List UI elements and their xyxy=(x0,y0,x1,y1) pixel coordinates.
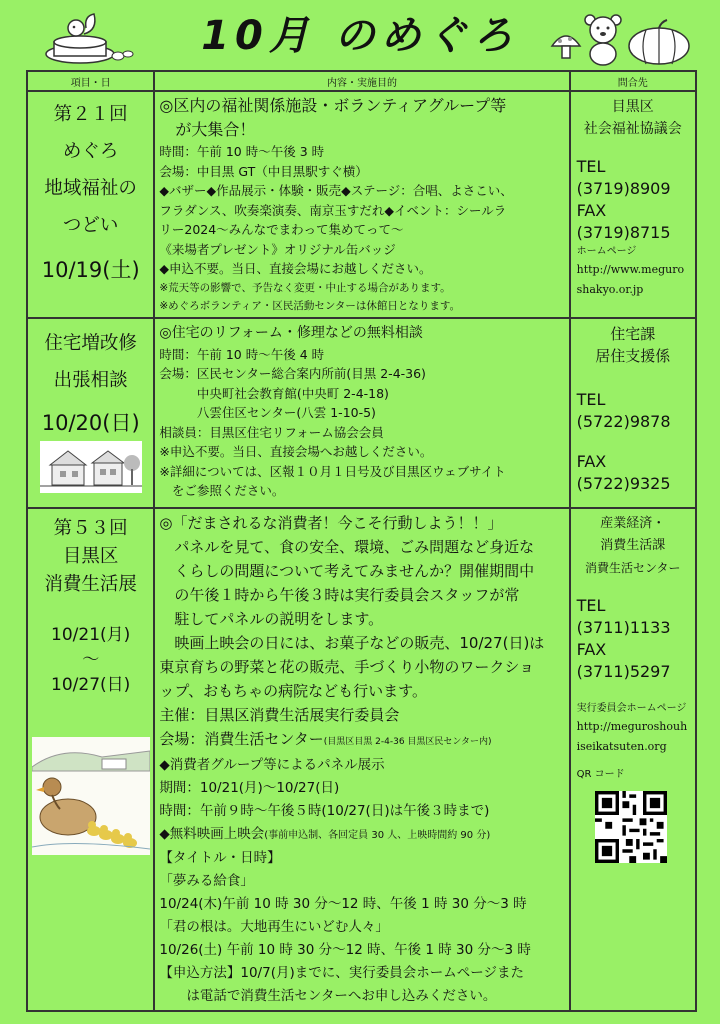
detail-line: 時間：午前 10 時～午後 4 時 xyxy=(159,346,325,362)
film-note: (事前申込制、各回定員 30 人、上映時間約 90 分) xyxy=(264,829,491,841)
event-title-line: 地域福祉の xyxy=(44,178,137,199)
event-title-cell xyxy=(27,91,154,318)
homepage-label: 実行委員会ホームページ xyxy=(576,702,687,714)
event-title-line: 目黒区 xyxy=(62,545,119,567)
event-headline: ◎「だまされるな消費者！今こそ行動しよう！！」 xyxy=(159,513,503,532)
fax-number: (3711)5297 xyxy=(576,661,671,681)
column-header: 問合先 xyxy=(570,71,696,91)
event-description-line: 駐してパネルの説明をします。 xyxy=(159,609,384,628)
mushroom-icon xyxy=(548,30,584,62)
event-details xyxy=(154,318,569,508)
event-headline: ◎区内の福祉関係施設・ボランティアグループ等 xyxy=(159,96,507,115)
detail-line: ※詳細については、区報１０月１日号及び目黒区ウェブサイト xyxy=(159,463,506,479)
detail-line: 「君の根は。大地再生にいどむ人々」 xyxy=(159,918,389,935)
tel-label: TEL xyxy=(576,595,606,615)
fax-number: (5722)9325 xyxy=(576,473,671,493)
note-line: ※荒天等の影響で、予告なく変更・中止する場合があります。 xyxy=(159,281,451,294)
column-header: 項目・日 xyxy=(27,71,154,91)
detail-line: 会場：区民センター総合案内所前(目黒 2-4-36) xyxy=(159,366,426,381)
table-row xyxy=(27,508,696,1011)
event-title-line: 消費生活展 xyxy=(44,573,137,595)
events-table xyxy=(26,70,697,1012)
contact-org: 消費生活センター xyxy=(585,560,681,575)
detail-line: 【申込方法】10/7(月)までに、実行委員会ホームページまた xyxy=(159,964,524,981)
squirrel-icon xyxy=(40,8,140,66)
event-title-line: 第２１回 xyxy=(53,104,128,125)
tel-number: (5722)9878 xyxy=(576,411,671,431)
contact-org: 目黒区 xyxy=(611,99,654,115)
detail-line: 10/26(土) 午前 10 時 30 分～12 時、午後 1 時 30 分～3 時 xyxy=(159,941,531,958)
detail-line: をご参照ください。 xyxy=(159,483,285,498)
contact-cell xyxy=(570,318,696,508)
table-header-row xyxy=(27,71,696,91)
table-row xyxy=(27,91,696,318)
event-title-line: つどい xyxy=(62,215,119,236)
qr-code[interactable] xyxy=(595,791,667,863)
detail-line: 【タイトル・日時】 xyxy=(159,849,281,866)
bear-icon xyxy=(580,12,626,66)
detail-line: 八雲住区センター(八雲 1-10-5) xyxy=(159,405,376,420)
event-description-line: ップ、おもちゃの病院なども行います。 xyxy=(159,681,427,700)
detail-line: ◆消費者グループ等によるパネル展示 xyxy=(159,756,385,773)
pumpkin-icon xyxy=(626,18,692,66)
detail-line: 時間：午前 10 時～午後 3 時 xyxy=(159,144,325,159)
detail-line: 会場：中目黒 GT（中目黒駅すぐ横） xyxy=(159,163,368,179)
tel-label: TEL xyxy=(576,157,606,176)
event-headline: が大集合！ xyxy=(159,120,256,139)
venue-name: 会場：消費生活センター xyxy=(159,729,324,748)
detail-line: は電話で消費生活センターへお申し込みください。 xyxy=(159,987,497,1004)
contact-cell xyxy=(570,508,696,1011)
detail-line: フラダンス、吹奏楽演奏、南京玉すだれ◆イベント：シールラ xyxy=(159,202,507,218)
event-title-cell xyxy=(27,508,154,1011)
note-line: ※めぐろボランティア・区民活動センターは休館日となります。 xyxy=(159,299,461,312)
event-description-line: の午後１時から午後３時は実行委員会スタッフが常 xyxy=(159,585,520,604)
detail-line: 時間：午前９時～午後５時(10/27(日)は午後３時まで) xyxy=(159,802,490,819)
event-date: 10/19(土) xyxy=(41,258,140,282)
qr-label: QR コード xyxy=(576,768,625,780)
contact-cell xyxy=(570,91,696,318)
event-description-line: 東京育ちの野菜と花の販売、手づくり小物のワークショ xyxy=(159,657,535,676)
event-description-line: パネルを見て、食の安全、環境、ごみ問題など身近な xyxy=(159,537,535,556)
event-date-end: 10/27(日) xyxy=(51,674,131,695)
event-details xyxy=(154,508,569,1011)
detail-line: ※申込不要。当日、直接会場へお越しください。 xyxy=(159,444,433,459)
event-headline: ◎住宅のリフォーム・修理などの無料相談 xyxy=(159,324,423,341)
homepage-link[interactable]: http://meguroshouhiseikatsuten.org xyxy=(576,719,688,753)
event-title-cell xyxy=(27,318,154,508)
detail-line: 10/24(木)午前 10 時 30 分～12 時、午後 1 時 30 分～3 時 xyxy=(159,895,527,912)
table-row xyxy=(27,318,696,508)
event-date-start: 10/21(月) xyxy=(51,624,131,645)
tel-label: TEL xyxy=(576,389,606,409)
contact-org: 消費生活課 xyxy=(600,537,666,553)
fax-label: FAX xyxy=(576,639,607,659)
event-date-separator: ～ xyxy=(82,649,100,670)
contact-org: 居住支援係 xyxy=(595,346,671,365)
tel-number: (3711)1133 xyxy=(576,617,671,637)
contact-org: 社会福祉協議会 xyxy=(583,121,682,137)
detail-line: 中央町社会教育館(中央町 2-4-18) xyxy=(159,385,389,401)
detail-line: ◆バザー◆作品展示・体験・販売◆ステージ：合唱、よさこい、 xyxy=(159,183,513,198)
detail-line: 相談員：目黒区住宅リフォーム協会会員 xyxy=(159,424,384,440)
film-title: ◆無料映画上映会 xyxy=(159,825,265,842)
event-title-line: 第５３回 xyxy=(53,517,128,539)
detail-line: 期間：10/21(月)～10/27(日) xyxy=(159,779,340,796)
event-title-line: 住宅増改修 xyxy=(44,332,137,354)
page-title: 10月 のめぐろ xyxy=(201,13,519,59)
detail-line: 「夢みる給食」 xyxy=(159,872,254,889)
event-venue xyxy=(159,727,564,754)
detail-line: 《来場者プレゼント》オリジナル缶バッジ xyxy=(159,241,396,257)
contact-org: 住宅課 xyxy=(610,324,656,343)
event-title-line: 出張相談 xyxy=(53,369,128,391)
event-description-line: くらしの問題について考えてみませんか？開催期間中 xyxy=(159,561,535,580)
house-illustration xyxy=(40,441,142,493)
homepage-link[interactable]: http://www.meguroshakyo.or.jp xyxy=(576,263,685,296)
fax-label: FAX xyxy=(576,201,607,220)
homepage-label: ホームページ xyxy=(576,246,637,257)
film-line xyxy=(159,823,564,847)
tel-number: (3719)8909 xyxy=(576,179,671,198)
fax-label: FAX xyxy=(576,451,607,471)
event-title-line: めぐろ xyxy=(62,141,119,162)
detail-line: ◆申込不要。当日、直接会場にお越しください。 xyxy=(159,261,432,276)
detail-line: リー2024～みんなでまわって集めてって～ xyxy=(159,222,404,237)
column-header: 内容・実施目的 xyxy=(154,71,569,91)
event-description-line: 映画上映会の日には、お菓子などの販売、10/27(日)は xyxy=(159,633,545,652)
fax-number: (3719)8715 xyxy=(576,223,671,242)
event-date: 10/20(日) xyxy=(41,410,140,435)
event-organizer: 主催：目黒区消費生活展実行委員会 xyxy=(159,705,400,724)
event-details xyxy=(154,91,569,318)
venue-note: (目黒区目黒 2-4-36 目黒区民センター内) xyxy=(323,736,492,747)
header xyxy=(0,0,720,68)
duck-illustration xyxy=(32,737,150,855)
contact-org: 産業経済・ xyxy=(600,515,666,531)
